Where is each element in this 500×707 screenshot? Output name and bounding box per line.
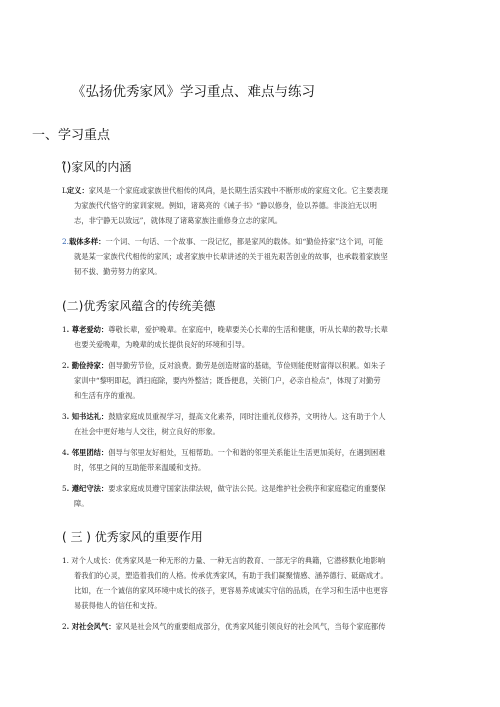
item-text: 韧不拔、勤劳努力的家风。 xyxy=(74,267,162,276)
item-label: . 邻里团结： xyxy=(66,448,109,457)
item-label: . 勤俭持家： xyxy=(66,361,109,370)
item-text: 着我们的心灵，塑造着我们的人格。传承优秀家风，有助于我们凝聚情感、涵养德行、砥砺成才。 xyxy=(74,571,388,580)
item-text: 倡导勤劳节俭，反对浪费。勤劳是创造财富的基础，节俭则能使财富得以积累。如朱子 xyxy=(108,361,386,370)
document-title: 《弘扬优秀家风》学习重点、难点与练习 xyxy=(72,84,315,100)
subsection-heading-3: ( 三 ) 优秀家风的重要作用 xyxy=(62,530,203,544)
item-text: 鼓励家庭成员重视学习，提高文化素养，同时注重礼仪修养，文明待人。这有助于个人 xyxy=(108,412,386,421)
item-text: 和生活有序的重视。 xyxy=(74,391,140,400)
item-text: 时，邻里之间的互助能带来温暖和支持。 xyxy=(74,463,206,472)
item-text: 就是某一家族代代相传的家风；或者家族中长辈讲述的关于祖先艰苦创业的故事，也承载着家族坚 xyxy=(74,252,388,261)
item-number: 2 xyxy=(62,622,67,631)
item-label: . 知书达礼： xyxy=(66,412,109,421)
item-label: 定义： xyxy=(66,186,89,195)
item-number: 3 xyxy=(62,412,67,421)
item-text: 也要关爱晚辈，为晚辈的成长提供良好的环境和引导。 xyxy=(74,340,250,349)
list-item xyxy=(62,358,442,403)
item-number: L xyxy=(62,186,67,195)
item-text: 在社会中更好地与人交往，树立良好的形象。 xyxy=(74,427,220,436)
item-number: 1 xyxy=(62,556,67,565)
item-number: 4 xyxy=(62,448,67,457)
item-text: 志，非宁静无以致远”，就体现了诸葛家族注重修身立志的家风。 xyxy=(74,216,283,225)
item-text: 易获得他人的信任和支持。 xyxy=(74,601,162,610)
list-item xyxy=(62,183,442,228)
item-text: 家风是社会风气的重要组成部分，优秀家风能引领良好的社会风气，当每个家庭都传 xyxy=(115,622,386,631)
item-text: 为家族代代恪守的家训家规。例如，诸葛亮的《诫子书》“静以修身，俭以养德。非淡泊无以明 xyxy=(74,201,377,210)
list-item xyxy=(62,409,442,439)
subsection-heading-1: (̂)家风的内涵 xyxy=(62,160,132,174)
list-item xyxy=(62,619,442,634)
list-item xyxy=(62,322,442,352)
item-label: 载体多样： xyxy=(68,237,106,246)
item-text: 家风是一个家庭或家族世代相传的风尚，是长期生活实践中不断形成的家庭文化。它主要表现 xyxy=(88,186,388,195)
list-item xyxy=(62,445,442,475)
item-number: 2 xyxy=(62,361,67,370)
item-number: 1 xyxy=(62,325,67,334)
item-label: . 尊老爱幼： xyxy=(66,325,109,334)
item-text: . 对个人成长：优秀家风是一种无形的力量、一种无言的教育、一部无字的典籍，它潜移默化地影响 xyxy=(66,556,386,565)
subsection-heading-2: (二)优秀家风蕴含的传统美德 xyxy=(62,299,216,313)
list-item xyxy=(62,234,442,279)
item-number: 5 xyxy=(62,484,67,493)
item-label: . 对社会风气： xyxy=(66,622,116,631)
item-text: 家训中“黎明即起，洒扫庭除，要内外整洁；既昏便息，关锁门户，必亲自检点”，体现了对勤劳 xyxy=(74,376,381,385)
item-number: 2. xyxy=(62,237,69,246)
list-item xyxy=(62,481,442,511)
item-label: . 遵纪守法： xyxy=(66,484,109,493)
item-text: 比如，在一个诚信的家风环境中成长的孩子，更容易养成诚实守信的品质，在学习和生活中也更容 xyxy=(74,586,388,595)
item-text: 障。 xyxy=(74,499,89,508)
item-text: 要求家庭成员遵守国家法律法规，做守法公民。这是维护社会秩序和家庭稳定的重要保 xyxy=(108,484,386,493)
list-item xyxy=(62,553,442,613)
section-heading-key-points: 一、学习重点 xyxy=(32,128,111,143)
item-text: 倡导与邻里友好相处，互相帮助。一个和谐的邻里关系能让生活更加美好，在遇到困难 xyxy=(108,448,386,457)
item-text: 一个词、一句话、一个故事、一段记忆，都是家风的载体。如“勤俭持家”这个词，可能 xyxy=(105,237,383,246)
item-text: 尊敬长辈，爱护晚辈。在家庭中，晚辈要关心长辈的生活和健康，听从长辈的教导;长辈 xyxy=(108,325,388,334)
